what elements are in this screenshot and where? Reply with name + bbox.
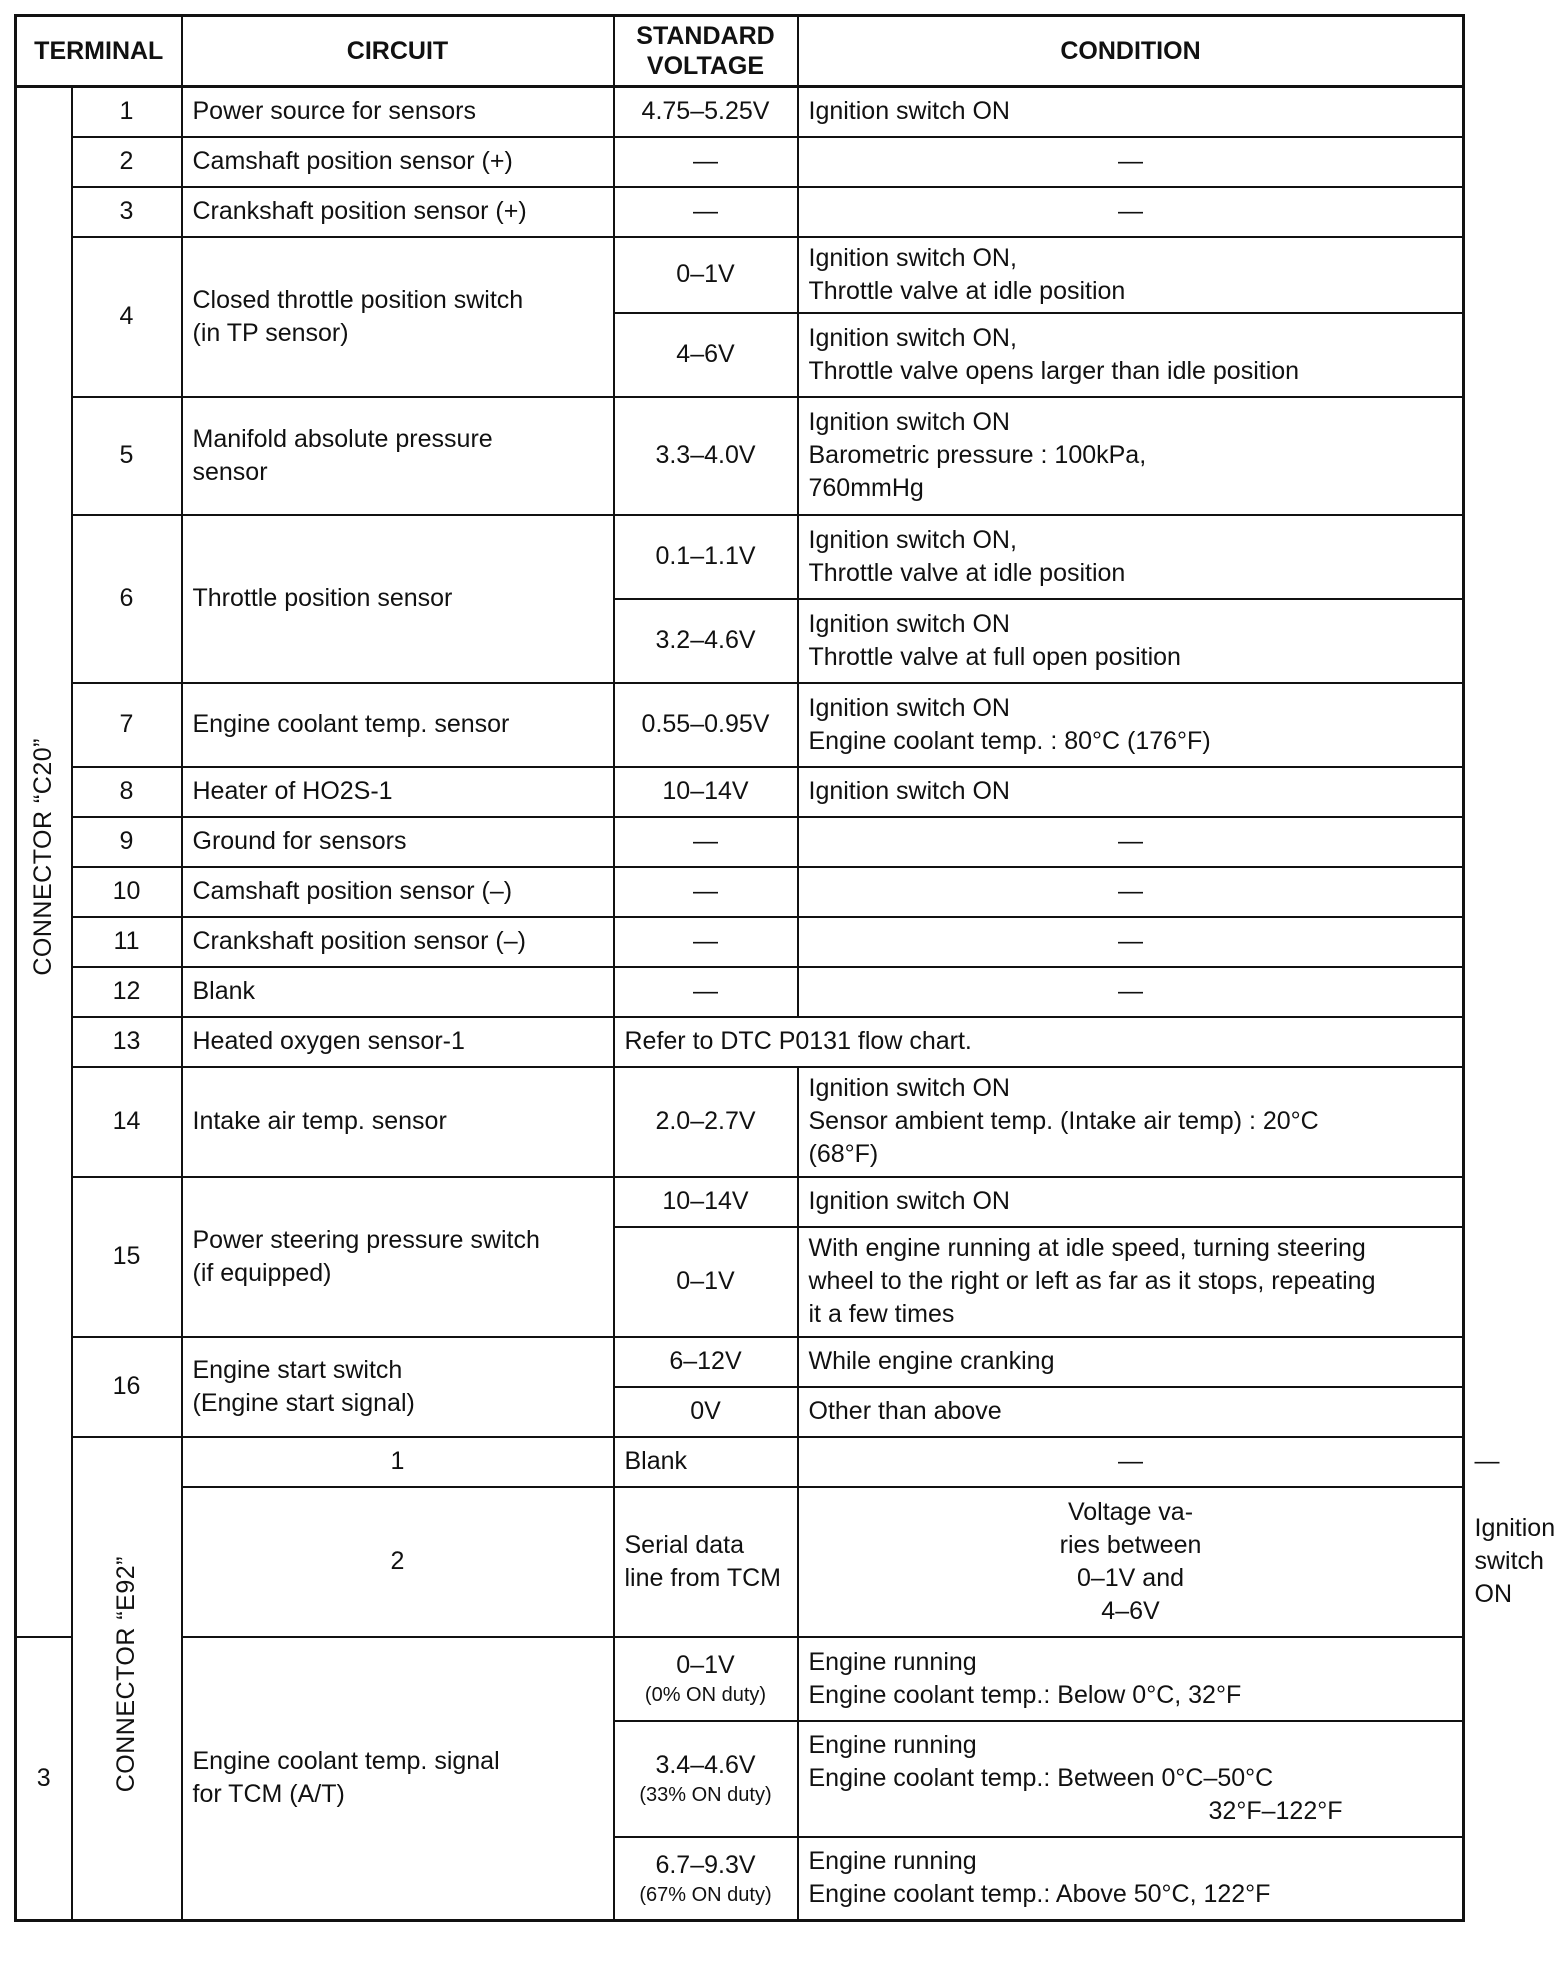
table-row — [16, 1067, 1464, 1177]
voltage-cell: — — [614, 867, 798, 917]
condition-cell: — — [798, 187, 1464, 237]
table-row: CONNECTOR “E92” 1 Blank — — — [16, 1437, 1464, 1487]
voltage-cell: 3.2–4.6V — [614, 599, 798, 683]
terminal-number: 13 — [72, 1017, 182, 1067]
voltage-cell: 4–6V — [614, 313, 798, 397]
condition-cell: Ignition switch ON — [798, 1177, 1464, 1227]
condition-cell: — — [798, 817, 1464, 867]
condition-cell: Engine running Engine coolant temp.: Above 50°C, 122°F — [798, 1837, 1464, 1921]
terminal-number: 12 — [72, 967, 182, 1017]
voltage-cell: 4.75–5.25V — [614, 87, 798, 137]
condition-cell: Ignition switch ON, Throttle valve at idle position — [798, 237, 1464, 313]
table-row — [16, 1637, 1464, 1721]
voltage-cell: 10–14V — [614, 767, 798, 817]
terminal-number: 9 — [72, 817, 182, 867]
table-row — [16, 187, 1464, 237]
voltage-cell: 10–14V — [614, 1177, 798, 1227]
condition-cell: Ignition switch ON Throttle valve at full open position — [798, 599, 1464, 683]
voltage-cell: — — [614, 917, 798, 967]
voltage-cell: — — [798, 1437, 1464, 1487]
circuit-cell: Serial data line from TCM — [614, 1487, 798, 1637]
voltage-cell: — — [614, 137, 798, 187]
condition-header: CONDITION — [798, 16, 1464, 87]
voltage-cell: 0.55–0.95V — [614, 683, 798, 767]
condition-cell: Ignition switch ON Barometric pressure : 100kPa, 760mmHg — [798, 397, 1464, 515]
table-row — [16, 515, 1464, 599]
terminal-header: TERMINAL — [16, 16, 182, 87]
merged-condition-cell: Refer to DTC P0131 flow chart. — [614, 1017, 1464, 1067]
voltage-header — [614, 16, 798, 87]
circuit-cell: Blank — [182, 967, 614, 1017]
condition-cell: Other than above — [798, 1387, 1464, 1437]
condition-cell: With engine running at idle speed, turning steering wheel to the right or left as far as it stops, repeating it a few times — [798, 1227, 1464, 1337]
circuit-cell: Engine coolant temp. sensor — [182, 683, 614, 767]
voltage-cell: Voltage va- ries between 0–1V and 4–6V — [798, 1487, 1464, 1637]
terminal-number: 11 — [72, 917, 182, 967]
terminal-number: 3 — [72, 187, 182, 237]
condition-cell: While engine cranking — [798, 1337, 1464, 1387]
table-row — [16, 237, 1464, 313]
voltage-cell: 6.7–9.3V (67% ON duty) — [614, 1837, 798, 1921]
condition-cell: — — [798, 967, 1464, 1017]
condition-cell: Engine running Engine coolant temp.: Below 0°C, 32°F — [798, 1637, 1464, 1721]
table-row — [16, 87, 1464, 137]
table-row — [16, 1017, 1464, 1067]
table-row — [16, 917, 1464, 967]
condition-cell: Engine running Engine coolant temp.: Between 0°C–50°C 32°F–122°F — [798, 1721, 1464, 1837]
header-row — [16, 16, 1464, 87]
connector-e92-label: CONNECTOR “E92” — [72, 1437, 182, 1921]
voltage-cell: 0–1V — [614, 1227, 798, 1337]
circuit-cell: Power steering pressure switch (if equipped) — [182, 1177, 614, 1337]
terminal-number: 3 — [16, 1637, 72, 1921]
circuit-header: CIRCUIT — [182, 16, 614, 87]
voltage-cell: 0–1V — [614, 237, 798, 313]
condition-cell: Ignition switch ON Engine coolant temp. : 80°C (176°F) — [798, 683, 1464, 767]
circuit-cell: Heater of HO2S-1 — [182, 767, 614, 817]
voltage-cell: — — [614, 187, 798, 237]
terminal-number: 10 — [72, 867, 182, 917]
circuit-cell: Heated oxygen sensor-1 — [182, 1017, 614, 1067]
voltage-cell: 0–1V (0% ON duty) — [614, 1637, 798, 1721]
circuit-cell: Engine start switch (Engine start signal) — [182, 1337, 614, 1437]
table-row — [16, 867, 1464, 917]
circuit-cell: Power source for sensors — [182, 87, 614, 137]
circuit-cell: Crankshaft position sensor (+) — [182, 187, 614, 237]
circuit-cell: Intake air temp. sensor — [182, 1067, 614, 1177]
voltage-header-line2: VOLTAGE — [646, 52, 765, 80]
connector-c20-label: CONNECTOR “C20” — [16, 87, 72, 1637]
table-row — [16, 767, 1464, 817]
voltage-cell: 2.0–2.7V — [614, 1067, 798, 1177]
terminal-number: 7 — [72, 683, 182, 767]
table-row — [16, 1177, 1464, 1227]
terminal-number: 6 — [72, 515, 182, 683]
voltage-cell: — — [614, 967, 798, 1017]
condition-cell: Ignition switch ON — [798, 767, 1464, 817]
condition-cell: Ignition switch ON Sensor ambient temp. (Intake air temp) : 20°C (68°F) — [798, 1067, 1464, 1177]
table-row — [16, 817, 1464, 867]
table-row: 2 Serial data line from TCM Voltage va- ries between 0–1V and 4–6V Ignition switch ON — [16, 1487, 1464, 1637]
terminal-number: 8 — [72, 767, 182, 817]
terminal-voltage-table — [14, 14, 1555, 1922]
table-row — [16, 967, 1464, 1017]
condition-cell: — — [798, 137, 1464, 187]
circuit-cell: Camshaft position sensor (–) — [182, 867, 614, 917]
voltage-cell: 3.4–4.6V (33% ON duty) — [614, 1721, 798, 1837]
voltage-cell: 3.3–4.0V — [614, 397, 798, 515]
terminal-number: 5 — [72, 397, 182, 515]
condition-cell: Ignition switch ON, Throttle valve at idle position — [798, 515, 1464, 599]
circuit-cell: Camshaft position sensor (+) — [182, 137, 614, 187]
circuit-cell: Manifold absolute pressure sensor — [182, 397, 614, 515]
voltage-cell: 0.1–1.1V — [614, 515, 798, 599]
table-row — [16, 397, 1464, 515]
table-row — [16, 1337, 1464, 1387]
terminal-number: 2 — [182, 1487, 614, 1637]
circuit-cell: Blank — [614, 1437, 798, 1487]
condition-cell: — — [798, 917, 1464, 967]
voltage-cell: 6–12V — [614, 1337, 798, 1387]
table-row — [16, 137, 1464, 187]
circuit-cell: Throttle position sensor — [182, 515, 614, 683]
circuit-cell: Closed throttle position switch (in TP sensor) — [182, 237, 614, 397]
condition-cell: Ignition switch ON — [798, 87, 1464, 137]
table-row — [16, 683, 1464, 767]
terminal-number: 14 — [72, 1067, 182, 1177]
condition-cell: — — [798, 867, 1464, 917]
terminal-number: 15 — [72, 1177, 182, 1337]
voltage-cell: — — [614, 817, 798, 867]
terminal-number: 1 — [182, 1437, 614, 1487]
terminal-number: 16 — [72, 1337, 182, 1437]
terminal-number: 1 — [72, 87, 182, 137]
condition-cell: Ignition switch ON, Throttle valve opens larger than idle position — [798, 313, 1464, 397]
voltage-header-line1: STANDARD — [636, 22, 775, 50]
circuit-cell: Ground for sensors — [182, 817, 614, 867]
terminal-number: 2 — [72, 137, 182, 187]
voltage-cell: 0V — [614, 1387, 798, 1437]
terminal-number: 4 — [72, 237, 182, 397]
circuit-cell: Crankshaft position sensor (–) — [182, 917, 614, 967]
circuit-cell: Engine coolant temp. signal for TCM (A/T) — [182, 1637, 614, 1921]
